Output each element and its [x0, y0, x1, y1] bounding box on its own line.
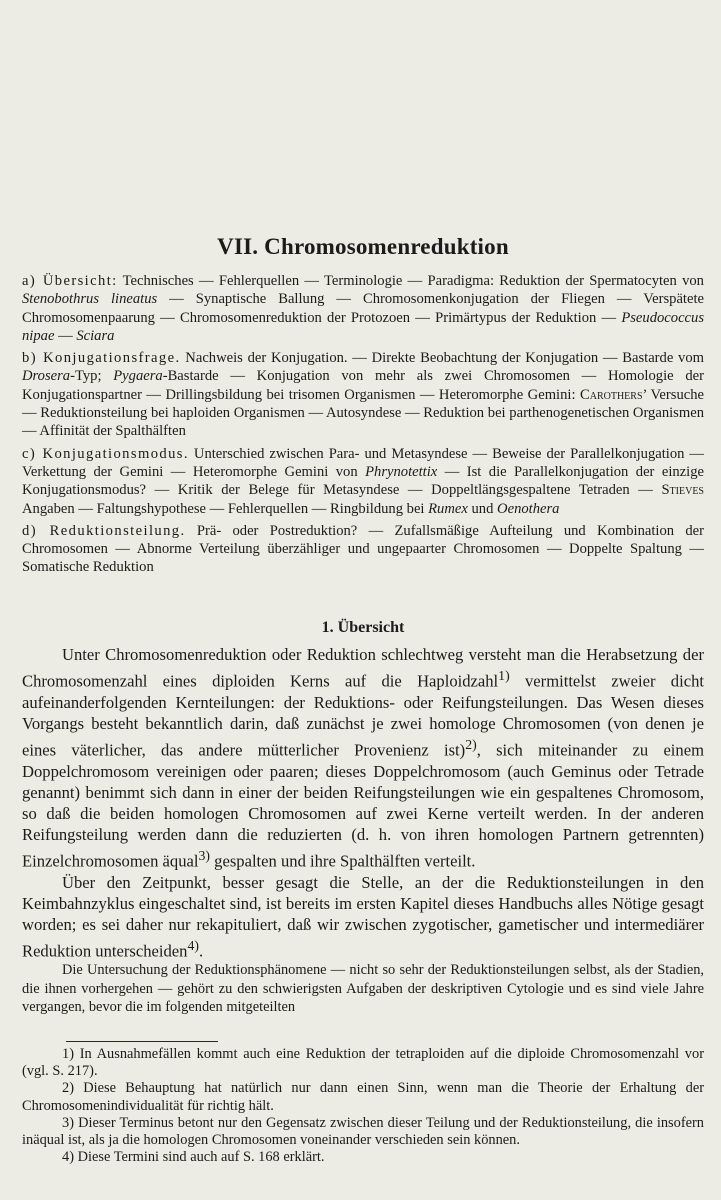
taxon-name: Phrynotettix	[365, 463, 438, 480]
footnotes	[22, 1046, 704, 1166]
taxon-name: Pygaera	[113, 368, 163, 385]
body-paragraph-1	[22, 644, 704, 872]
taxon-name: Rumex	[428, 500, 468, 517]
summary-text: — Ist die Parallelkonjugation der einzige Konjugationsmodus? — Kritik der Belege für Metasyndese — Doppeltlängsgespaltene Tetraden —	[22, 463, 704, 499]
taxon-name: Sciara	[76, 327, 115, 344]
summary-text: -Bastarde — Konjugation von mehr als zwei Chromosomen — Homologie der Konjugationspartner — Drillingsbildung bei trisomen Organismen — Heteromorphe Gemini:	[22, 368, 704, 403]
summary-text: Technisches — Fehlerquellen — Terminologie — Paradigma: Reduktion der Spermatocyten von	[117, 273, 704, 289]
body-text-run: gespalten und ihre Spalthälften verteilt.	[210, 851, 476, 871]
footnote-marker: 2)	[465, 736, 477, 752]
body-paragraph-3: Die Untersuchung der Reduktionsphänomene — nicht so sehr der Reduktionsteilungen selbst, als der Stadien, die ihnen vorhergehen — gehört zu den schwierigsten Aufgaben der deskriptiven Cytologie und es sind viele Jahre vergangen, bevor die im folgenden mitgeteilten	[22, 962, 704, 1016]
taxon-name: Oenothera	[497, 500, 560, 517]
chapter-summary	[22, 272, 704, 581]
body-text	[22, 644, 704, 1016]
footnote-marker: 1)	[498, 668, 510, 684]
footnote-marker: 4)	[187, 937, 199, 953]
chapter-title: VII. Chromosomenreduktion	[217, 234, 509, 259]
summary-paragraph-a	[22, 272, 704, 345]
footnote-1: 1) In Ausnahmefällen kommt auch eine Reduktion der tetraploiden auf die diploide Chromosomenzahl vor (vgl. S. 217).	[22, 1046, 704, 1080]
body-text-run: Über den Zeitpunkt, besser gesagt die Stelle, an der die Reduktionsteilungen in den Keimbahnzyklus eingeschaltet sind, ist bereits im ersten Kapitel dieses Handbuchs alles Nötige gesagt worden; es sei daher nur rekapituliert, daß wir zwischen zygotischer, gametischer und intermediärer Reduktion unterscheiden	[22, 872, 704, 961]
summary-text: —	[54, 327, 77, 344]
taxon-name: Pseudococcus nipae	[22, 309, 704, 344]
footnote-4: 4) Diese Termini sind auch auf S. 168 erklärt.	[62, 1149, 325, 1166]
section-title: 1. Übersicht	[321, 619, 405, 636]
summary-text: -Typ;	[70, 368, 114, 385]
summary-text: ’ Versuche — Reduktionsteilung bei haploiden Organismen — Autosyndese — Reduktion bei parthenogenetischen Organismen — Affinität der Spalthälften	[22, 386, 704, 440]
body-text-run: .	[198, 941, 204, 961]
summary-heading-a: a) Übersicht:	[22, 273, 118, 289]
summary-heading-d: d) Reduktionsteilung.	[22, 522, 186, 539]
summary-text: Prä- oder Postreduktion? — Zufallsmäßige Aufteilung und Kombination der Chromosomen — Abnorme Verteilung überzähliger und ungepaarter Chromosomen — Doppelte Spaltung — Somatische Reduktion	[22, 522, 705, 576]
footnote-3: 3) Dieser Terminus betont nur den Gegensatz zwischen dieser Teilung und der Reduktionsteilung, die insofern inäqual ist, als ja die homologen Chromosomen voneinander verschieden sein können.	[22, 1114, 704, 1149]
footnote-divider	[66, 1041, 218, 1042]
author-name: Stieves	[661, 482, 704, 499]
summary-heading-b: b) Konjugationsfrage.	[22, 350, 181, 367]
body-text-run: , sich miteinander zu einem Doppelchromosom vereinigen oder paaren; dieses Doppelchromosom (auch Geminus oder Tetrade genannt) benimmt sich dann in einer der beiden Reifungsteilungen wie ein gespaltenes Chromosom, so daß die beiden homologen Chromosomen auf zwei Kerne verteilt werden. In der anderen Reifungsteilung werden dann die reduzierten (d. h. von ihren homologen Partnern getrennten) Einzelchromosomen äqual	[22, 740, 704, 871]
summary-paragraph-c	[22, 445, 704, 518]
summary-paragraph-b	[22, 349, 704, 440]
footnote-2: 2) Diese Behauptung hat natürlich nur dann einen Sinn, wenn man die Theorie der Erhaltung der Chromosomenindividualität für richtig hält.	[22, 1080, 704, 1114]
author-name: Carothers	[579, 386, 643, 403]
body-paragraph-2	[22, 872, 704, 962]
summary-text: Angaben — Faltungshypothese — Fehlerquellen — Ringbildung bei	[22, 500, 429, 517]
summary-paragraph-d	[22, 522, 704, 577]
summary-text: — Synaptische Ballung — Chromosomenkonjugation der Fliegen — Verspätete Chromosomenpaarung — Chromosomenreduktion der Protozoen — Primärtypus der Reduktion —	[22, 291, 704, 326]
summary-heading-c: c) Konjugationsmodus.	[22, 445, 189, 462]
summary-text: Nachweis der Konjugation. — Direkte Beobachtung der Konjugation — Bastarde vom	[180, 350, 705, 367]
body-text-run: Unter Chromosomenreduktion oder Reduktion schlechtweg versteht man die Herabsetzung der Chromosomenzahl eines diploiden Kerns auf die Haploidzahl	[22, 645, 704, 691]
taxon-name: Stenobothrus lineatus	[22, 291, 158, 308]
taxon-name: Drosera	[22, 368, 71, 385]
summary-text: und	[467, 500, 498, 517]
body-text-run: vermittelst zweier dicht aufeinanderfolgenden Kernteilungen: der Reduktions- oder Reifungsteilungen. Das Wesen dieses Vorgangs besteht bekanntlich darin, daß zunächst je zwei homologe Chromosomen (von denen je eines väterlicher, das andere mütterlicher Provenienz ist)	[22, 671, 704, 760]
footnote-marker: 3)	[198, 847, 211, 863]
summary-text: Unterschied zwischen Para- und Metasyndese — Beweise der Parallelkonjugation — Verkettung der Gemini — Heteromorphe Gemini von	[22, 445, 704, 480]
